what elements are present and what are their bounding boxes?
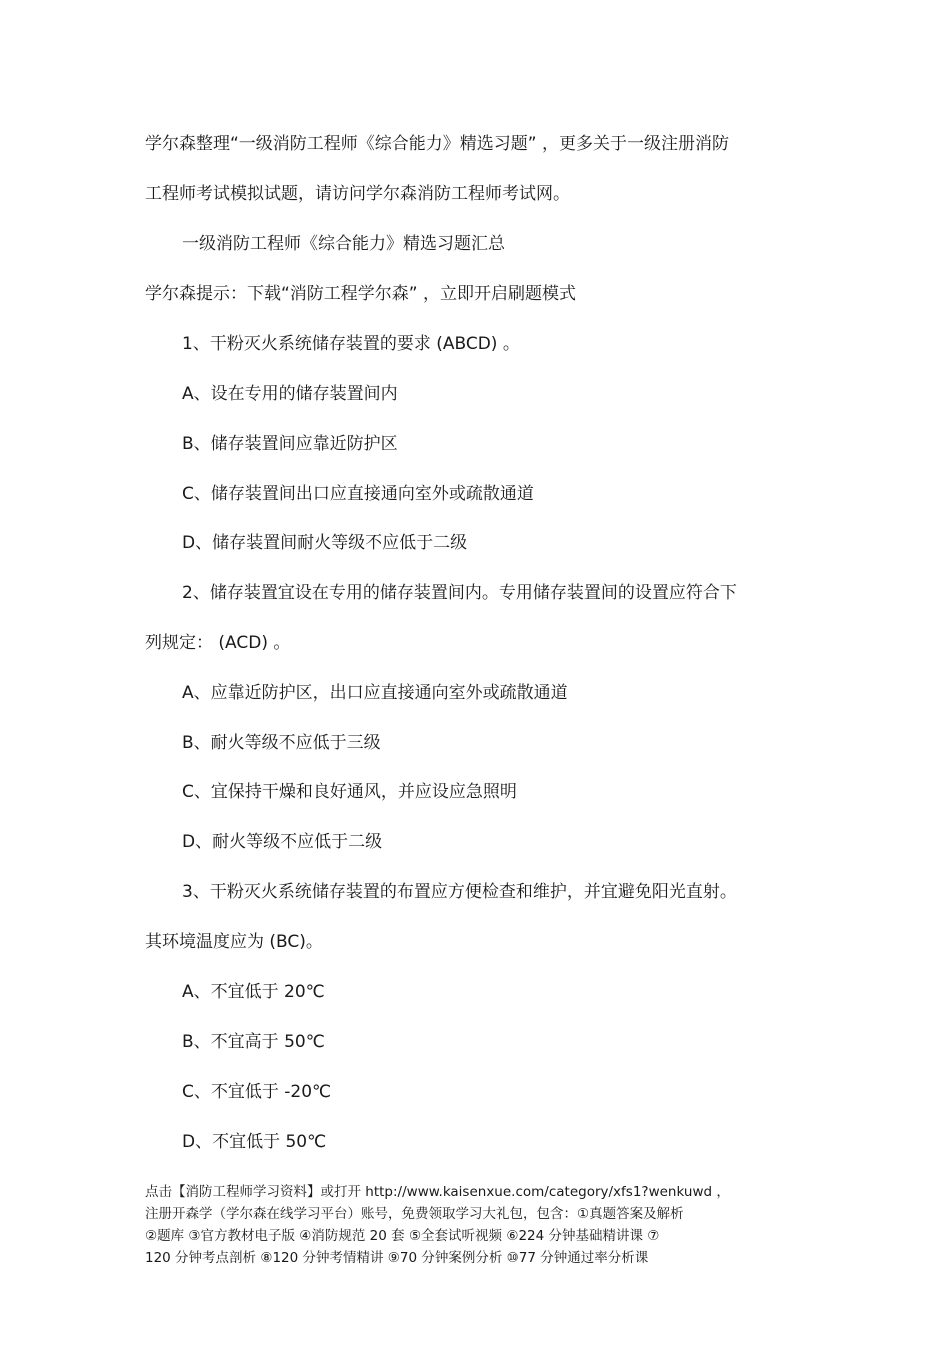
footer-line-4: 120 分钟考点剖析 ⑧120 分钟考情精讲 ⑨70 分钟案例分析 ⑩77 分钟通过率分析课 (145, 1250, 649, 1266)
footer-line-2: 注册开森学（学尔森在线学习平台）账号，免费领取学习大礼包，包含：①真题答案及解析 (145, 1206, 684, 1222)
tip-text: 学尔森提示：下载“消防工程学尔森” ，立即开启刷题模式 (145, 284, 577, 304)
question-3-stem-line-1: 3、干粉灭火系统储存装置的布置应方便检查和维护，并宜避免阳光直射。 (182, 882, 737, 902)
question-3-option-b: B、不宜高于 50℃ (182, 1032, 325, 1052)
question-2-option-d: D、耐火等级不应低于二级 (182, 832, 383, 852)
footer-line-3: ②题库 ③官方教材电子版 ④消防规范 20 套 ⑤全套试听视频 ⑥224 分钟基础精讲课 ⑦ (145, 1228, 660, 1244)
section-heading: 一级消防工程师《综合能力》精选习题汇总 (182, 234, 505, 254)
question-1-option-d: D、储存装置间耐火等级不应低于二级 (182, 533, 468, 553)
question-2-option-c: C、宜保持干燥和良好通风，并应设应急照明 (182, 782, 517, 802)
intro-line-1: 学尔森整理“一级消防工程师《综合能力》精选习题” ，更多关于一级注册消防 (145, 134, 730, 154)
footer-line-1: 点击【消防工程师学习资料】或打开 http://www.kaisenxue.com/category/xfs1?wenkuwd ， (145, 1184, 730, 1200)
question-3-option-a: A、不宜低于 20℃ (182, 982, 325, 1002)
question-2-stem-line-2: 列规定： (ACD) 。 (145, 633, 291, 653)
question-2-option-a: A、应靠近防护区，出口应直接通向室外或疏散通道 (182, 683, 568, 703)
question-1-option-b: B、储存装置间应靠近防护区 (182, 434, 398, 454)
intro-line-2: 工程师考试模拟试题，请访问学尔森消防工程师考试网。 (145, 184, 570, 204)
question-3-stem-line-2: 其环境温度应为 (BC)。 (145, 932, 323, 952)
question-3-option-d: D、不宜低于 50℃ (182, 1132, 327, 1152)
question-2-option-b: B、耐火等级不应低于三级 (182, 733, 381, 753)
question-3-option-c: C、不宜低于 -20℃ (182, 1082, 332, 1102)
question-1-option-a: A、设在专用的储存装置间内 (182, 384, 398, 404)
question-1-option-c: C、储存装置间出口应直接通向室外或疏散通道 (182, 484, 534, 504)
question-1-stem: 1、干粉灭火系统储存装置的要求 (ABCD) 。 (182, 334, 520, 354)
question-2-stem-line-1: 2、储存装置宜设在专用的储存装置间内。专用储存装置间的设置应符合下 (182, 583, 737, 603)
